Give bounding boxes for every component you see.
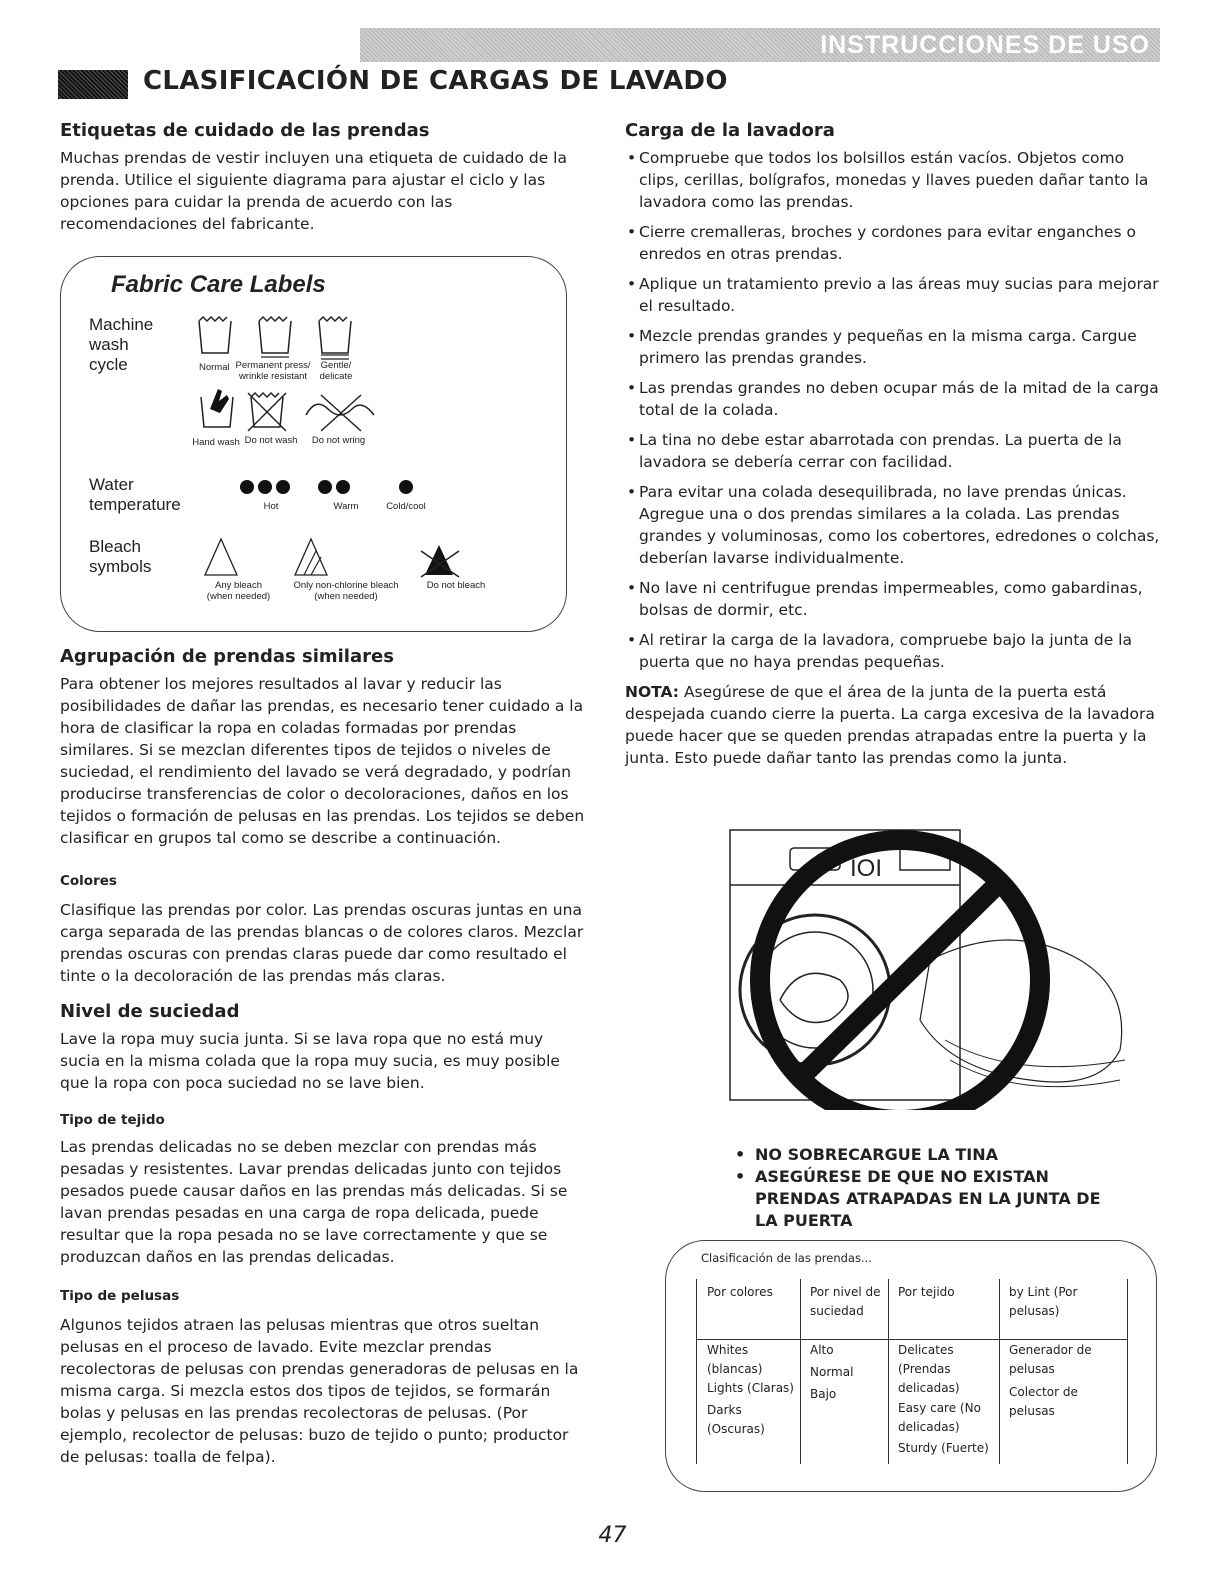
care-text: Muchas prendas de vestir incluyen una etiqueta de cuidado de la prenda. Utilice el siguiente diagrama para ajustar el ciclo y las opciones para cuidar la prenda de acuerdo con las recomendaciones del fabricante. bbox=[60, 149, 567, 233]
warm-label: Warm bbox=[333, 501, 359, 512]
load-bullet-list bbox=[625, 147, 1160, 673]
table-cell: Normal bbox=[810, 1365, 854, 1379]
do-not-bleach-label: Do not bleach bbox=[426, 580, 486, 591]
fabric-care-box bbox=[60, 256, 567, 632]
page-number: 47 bbox=[598, 1523, 627, 1548]
note-text: Asegúrese de que el área de la junta de la puerta está despejada cuando cierre la puerta. La carga excesiva de la lavadora puede hacer que se queden prendas atrapadas entre la puerta y la junta. Esto puede dañar tanto las prendas como la junta. bbox=[625, 683, 1155, 767]
table-cell: Delicates (Prendas delicadas) bbox=[898, 1343, 960, 1395]
table-cell: Darks (Oscuras) bbox=[707, 1403, 765, 1436]
section-title: CLASIFICACIÓN DE CARGAS DE LAVADO bbox=[143, 66, 728, 96]
non-chlorine-bleach-label: Only non-chlorine bleach (when needed) bbox=[293, 580, 399, 602]
care-heading: Etiquetas de cuidado de las prendas bbox=[60, 120, 430, 141]
colors-heading: Colores bbox=[60, 873, 117, 889]
lint-text: Algunos tejidos atraen las pelusas mientras que otros sueltan pelusas en el proceso de lavado. Evite mezclar prendas recolectoras de pelusas con prendas generadoras de pelusas en la misma carga. Si mezcla estos dos tipos de tejidos, se formarán bolas y pelusas en las prendas recolectoras de pelusas. (Por ejemplo, recolector de pelusas: buzo de tejido o punto; productor de pelusas: toalla de felpa). bbox=[60, 1316, 579, 1466]
table-header: by Lint (Por pelusas) bbox=[1009, 1285, 1078, 1318]
lint-heading: Tipo de pelusas bbox=[60, 1288, 180, 1304]
cold-label: Cold/cool bbox=[386, 501, 426, 512]
hot-label: Hot bbox=[263, 501, 279, 512]
table-header: Por nivel de suciedad bbox=[810, 1285, 881, 1318]
list-item: • Cierre cremalleras, broches y cordones para evitar enganches o enredos en otras prendas. bbox=[625, 221, 1160, 265]
list-item: • Las prendas grandes no deben ocupar más de la mitad de la carga total de la colada. bbox=[625, 377, 1160, 421]
list-item: • Mezcle prendas grandes y pequeñas en la misma carga. Cargue primero las prendas grandes. bbox=[625, 325, 1160, 369]
fabric-type-text: Las prendas delicadas no se deben mezclar con prendas más pesadas y resistentes. Lavar prendas delicadas junto con tejidos pesados puede causar daños en las prendas más delicadas. Si se lavan prendas pesadas en una carga de ropa delicada, puede resultar que la ropa pesada no se lave correctamente y que se produzcan daños en las prendas delicadas. bbox=[60, 1138, 568, 1266]
fabric-care-title: Fabric Care Labels bbox=[111, 271, 326, 298]
table-header: Por colores bbox=[707, 1285, 773, 1299]
grouping-section bbox=[60, 646, 585, 1468]
water-temp-label: Water temperature bbox=[89, 475, 181, 514]
table-header: Por tejido bbox=[898, 1285, 955, 1299]
list-item: • Al retirar la carga de la lavadora, compruebe bajo la junta de la puerta que no haya prendas pequeñas. bbox=[625, 629, 1160, 673]
list-item: • No lave ni centrifugue prendas impermeables, como gabardinas, bolsas de dormir, etc. bbox=[625, 577, 1160, 621]
list-item: • Aplique un tratamiento previo a las áreas muy sucias para mejorar el resultado. bbox=[625, 273, 1160, 317]
header-banner bbox=[360, 28, 1160, 62]
warning-door-seal: • ASEGÚRESE DE QUE NO EXISTAN PRENDAS ATRAPADAS EN LA JUNTA DE LA PUERTA bbox=[735, 1166, 1125, 1232]
load-heading: Carga de la lavadora bbox=[625, 120, 835, 141]
hand-wash-label: Hand wash bbox=[192, 437, 240, 448]
table-cell: Colector de pelusas bbox=[1009, 1385, 1078, 1418]
table-cell: Generador de pelusas bbox=[1009, 1343, 1092, 1376]
table-cell: Lights (Claras) bbox=[707, 1381, 794, 1395]
warning-no-overload: • NO SOBRECARGUE LA TINA bbox=[735, 1144, 1125, 1166]
list-item: • Compruebe que todos los bolsillos están vacíos. Objetos como clips, cerillas, bolígrafos, monedas y llaves pueden dañar tanto la lavadora como las prendas. bbox=[625, 147, 1160, 213]
do-not-wash-label: Do not wash bbox=[244, 435, 298, 446]
care-labels-section bbox=[60, 120, 590, 235]
normal-label: Normal bbox=[199, 362, 230, 373]
table-caption: Clasificación de las prendas... bbox=[701, 1251, 872, 1265]
soil-text: Lave la ropa muy sucia junta. Si se lava ropa que no está muy sucia en la misma colada que la ropa muy sucia, es muy posible que la ropa con poca suciedad no se lave bien. bbox=[60, 1030, 560, 1092]
table-cell: Bajo bbox=[810, 1387, 837, 1401]
group-heading: Agrupación de prendas similares bbox=[60, 646, 394, 667]
machine-wash-label: Machine wash cycle bbox=[89, 315, 154, 374]
bleach-label: Bleach symbols bbox=[89, 537, 152, 576]
temperature-dots bbox=[239, 477, 429, 497]
table-cell: Sturdy (Fuerte) bbox=[898, 1441, 989, 1455]
group-text: Para obtener los mejores resultados al lavar y reducir las posibilidades de dañar las prendas, es necesario tener cuidado a la hora de clasificar la ropa en coladas formadas por prendas similares. Si se mezclan diferentes tipos de tejidos o niveles de suciedad, el rendimiento del lavado se verá degradado, y podrían producirse transferencias de color o decoloraciones, daños en los tejidos o formación de pelusas en las prendas. Los tejidos se deben clasificar en grupos tal como se describe a continuación. bbox=[60, 675, 585, 847]
list-item: • La tina no debe estar abarrotada con prendas. La puerta de la lavadora se debería cerrar con facilidad. bbox=[625, 429, 1160, 473]
sorting-table bbox=[696, 1279, 1128, 1464]
soil-heading: Nivel de suciedad bbox=[60, 1001, 240, 1022]
do-not-wring-label: Do not wring bbox=[311, 435, 366, 446]
table-cell: Whites (blancas) bbox=[707, 1343, 763, 1376]
warning-list bbox=[735, 1144, 1125, 1232]
gentle-label: Gentle/ delicate bbox=[319, 360, 353, 382]
table-cell: Alto bbox=[810, 1343, 834, 1357]
fabric-type-heading: Tipo de tejido bbox=[60, 1112, 165, 1128]
list-item: • Para evitar una colada desequilibrada, no lave prendas únicas. Agregue una o dos prendas similares a la colada. Las prendas grandes y voluminosas, como los cobertores, edredones o colchas, deberían lavarse individualmente. bbox=[625, 481, 1160, 569]
colors-text: Clasifique las prendas por color. Las prendas oscuras juntas en una carga separada de las prendas blancas o de colores claros. Mezclar prendas oscuras con prendas claras puede dar como resultado el tinte o la decoloración de las prendas más claras. bbox=[60, 901, 584, 985]
header-banner-text: INSTRUCCIONES DE USO bbox=[820, 31, 1150, 59]
note-label: NOTA: bbox=[625, 683, 680, 701]
wash-tub-icons bbox=[191, 313, 371, 363]
section-marker bbox=[58, 70, 128, 99]
load-section bbox=[625, 120, 1160, 769]
bleach-icons bbox=[201, 537, 501, 579]
table-cell: Easy care (No delicadas) bbox=[898, 1401, 981, 1434]
overloaded-washer-illustration bbox=[700, 810, 1170, 1110]
permanent-press-label: Permanent press/ wrinkle resistant bbox=[235, 360, 311, 382]
svg-text:IOI: IOI bbox=[850, 855, 883, 882]
sorting-table-box bbox=[665, 1240, 1157, 1492]
hand-wash-icons bbox=[196, 387, 396, 437]
any-bleach-label: Any bleach (when needed) bbox=[206, 580, 271, 602]
note-paragraph bbox=[625, 681, 1160, 769]
